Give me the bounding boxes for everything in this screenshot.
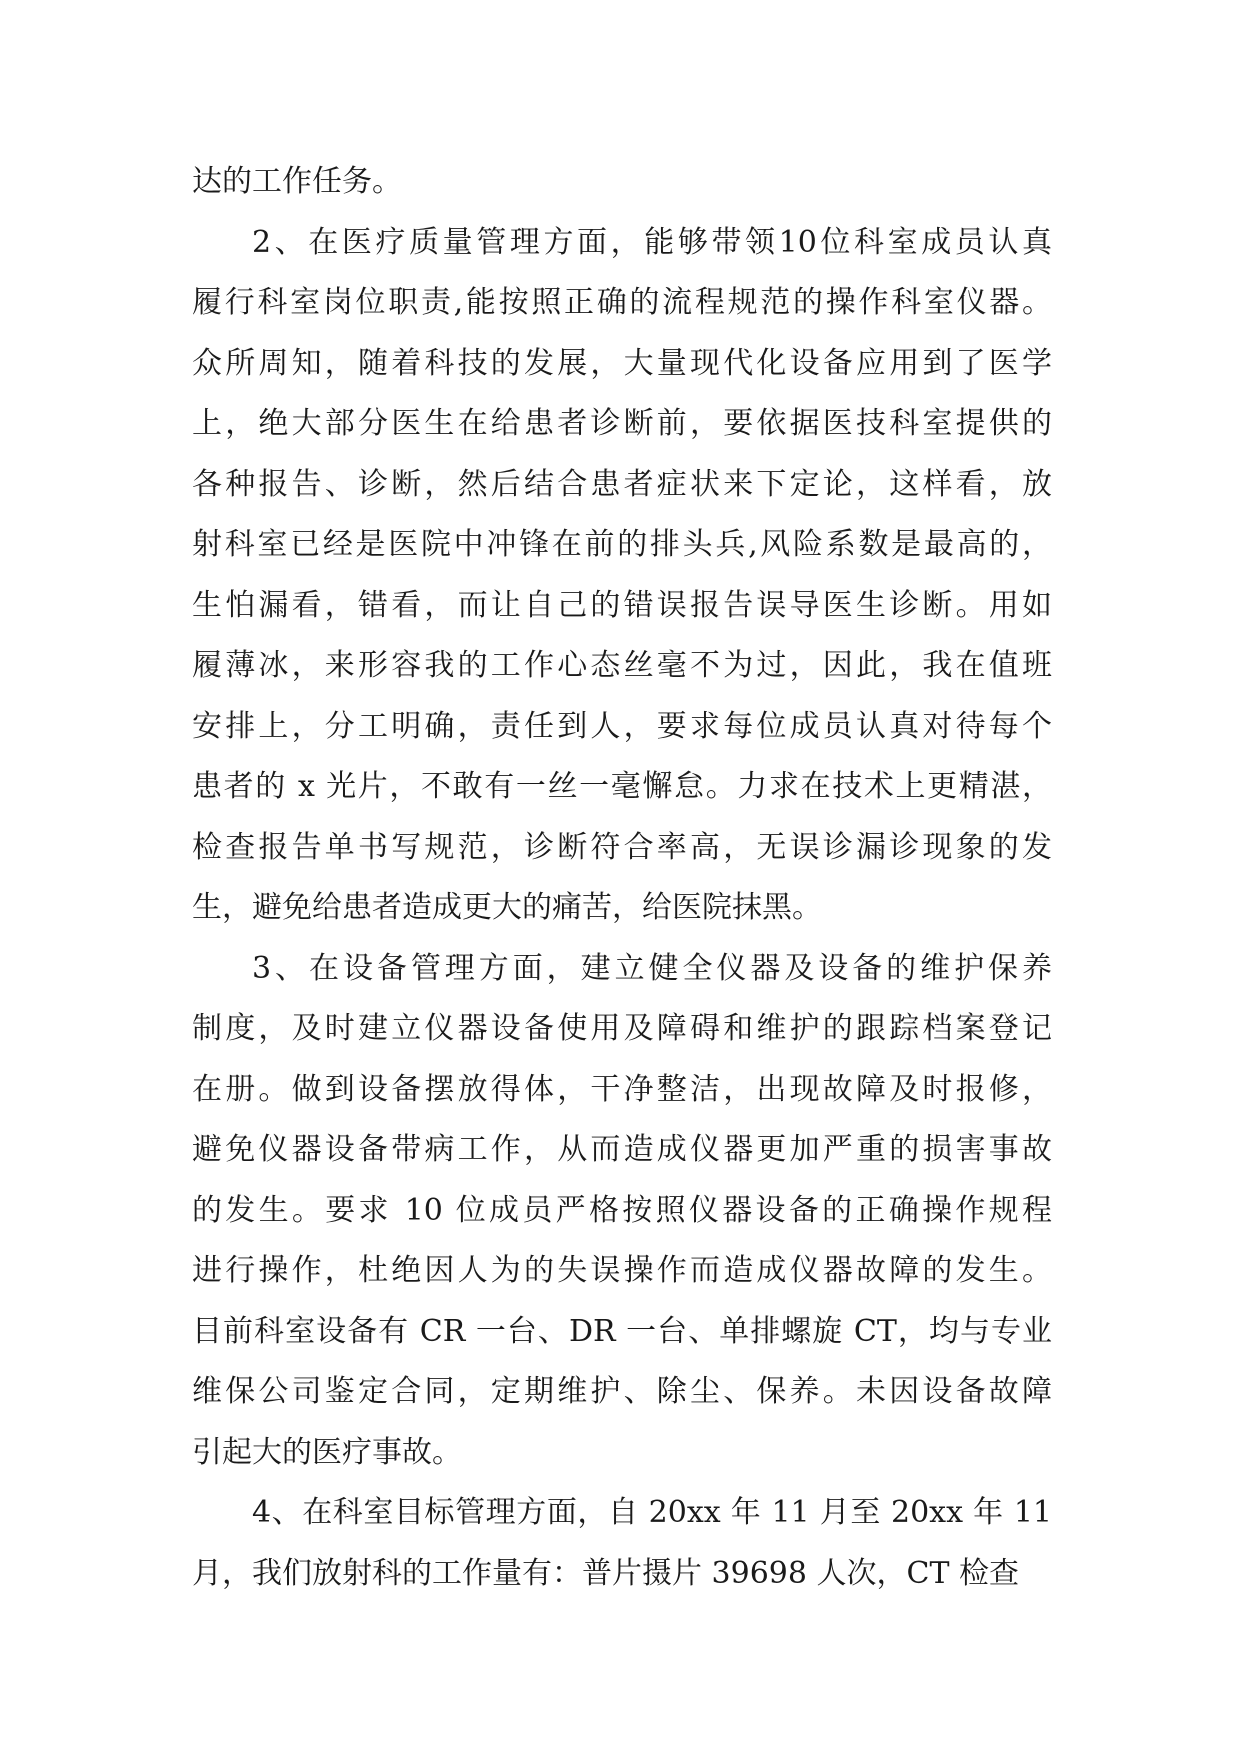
text-line: 履薄冰，来形容我的工作心态丝毫不为过，因此，我在值班 <box>192 648 1052 683</box>
text-line: 履行科室岗位职责,能按照正确的流程规范的操作科室仪器。 <box>192 285 1052 320</box>
text-line: 月，我们放射科的工作量有：普片摄片 39698 人次，CT 检查 <box>192 1555 1020 1591</box>
text-line: 在册。做到设备摆放得体，干净整洁，出现故障及时报修， <box>192 1071 1052 1107</box>
text-line: 4、在科室目标管理方面，自 20xx 年 11 月至 20xx 年 11 <box>252 1495 1052 1530</box>
text-line: 的发生。要求 10 位成员严格按照仪器设备的正确操作规程 <box>192 1192 1052 1228</box>
text-line: 进行操作，杜绝因人为的失误操作而造成仪器故障的发生。 <box>192 1253 1052 1288</box>
text-line: 目前科室设备有 CR 一台、DR 一台、单排螺旋 CT，均与专业 <box>192 1313 1052 1349</box>
text-line: 制度，及时建立仪器设备使用及障碍和维护的跟踪档案登记 <box>192 1011 1052 1046</box>
text-line: 生怕漏看，错看，而让自己的错误报告误导医生诊断。用如 <box>192 587 1052 623</box>
text-line: 生，避免给患者造成更大的痛苦，给医院抹黑。 <box>192 890 822 925</box>
document-body <box>192 152 1052 1604</box>
text-line: 维保公司鉴定合同，定期维护、除尘、保养。未因设备故障 <box>192 1374 1052 1409</box>
text-line: 达的工作任务。 <box>192 164 402 199</box>
text-line: 各种报告、诊断，然后结合患者症状来下定论，这样看，放 <box>192 466 1052 502</box>
text-line: 3、在设备管理方面，建立健全仪器及设备的维护保养 <box>252 950 1052 986</box>
text-line: 患者的 x 光片，不敢有一丝一毫懈怠。力求在技术上更精湛， <box>192 769 1052 804</box>
text-line: 射科室已经是医院中冲锋在前的排头兵,风险系数是最高的， <box>192 527 1052 562</box>
text-line: 避免仪器设备带病工作，从而造成仪器更加严重的损害事故 <box>192 1132 1052 1167</box>
text-line: 众所周知，随着科技的发展，大量现代化设备应用到了医学 <box>192 345 1052 381</box>
text-line: 引起大的医疗事故。 <box>192 1434 462 1470</box>
text-line: 2、在医疗质量管理方面，能够带领10位科室成员认真 <box>252 224 1052 260</box>
text-line: 上，绝大部分医生在给患者诊断前，要依据医技科室提供的 <box>192 406 1052 441</box>
text-line: 安排上，分工明确，责任到人，要求每位成员认真对待每个 <box>192 708 1052 744</box>
text-line: 检查报告单书写规范，诊断符合率高，无误诊漏诊现象的发 <box>192 829 1052 865</box>
